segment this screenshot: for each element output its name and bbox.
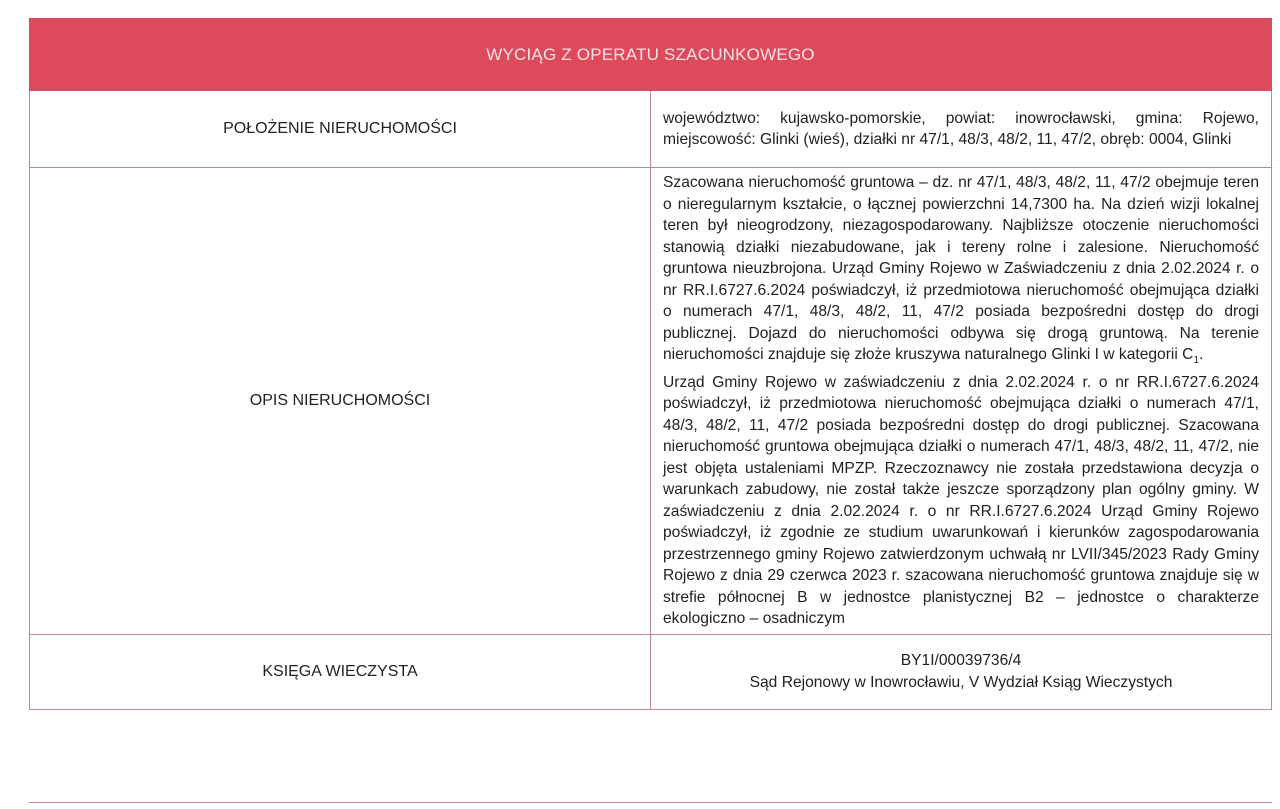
- description-paragraph-1: Szacowana nieruchomość gruntowa – dz. nr 47/1, 48/3, 48/2, 11, 47/2 obejmuje teren o nieregularnym kształcie, o łącznej powierzchni 14,7300 ha. Na dzień wizji lokalnej teren był nieogrodzony, niezagospodarowany. Najbliższe otoczenie nieruchomości stanowią działki niezabudowane, jak i tereny rolne i zalesione. Nieruchomość gruntowa nieuzbrojona. Urząd Gminy Rojewo w Zaświadczeniu z dnia 2.02.2024 r. o nr RR.I.6727.6.2024 poświadczył, iż przedmiotowa nieruchomość obejmująca działki o numerach 47/1, 48/3, 48/2, 11, 47/2 posiada bezpośredni dostęp do drogi publicznej. Dojazd do nieruchomości odbywa się drogą gruntową. Na terenie nieruchomości znajduje się złoże kruszywa naturalnego Glinki I w kategorii $C_1$.: [663, 174, 1259, 367]
- row-label-description: OPIS NIERUCHOMOŚCI: [30, 168, 651, 635]
- row-value-land-register: [651, 634, 1272, 709]
- table-header-row: [30, 19, 1272, 91]
- row-label-land-register: KSIĘGA WIECZYSTA: [30, 634, 651, 709]
- table-row-land-register: [30, 634, 1272, 709]
- land-register-court: Sąd Rejonowy w Inowrocławiu, V Wydział Ksiąg Wieczystych: [749, 673, 1173, 691]
- category-subscript: 1: [1193, 355, 1199, 367]
- row-label-location: POŁOŻENIE NIERUCHOMOŚCI: [30, 91, 651, 168]
- description-paragraph-2: Urząd Gminy Rojewo w zaświadczeniu z dnia 2.02.2024 r. o nr RR.I.6727.6.2024 poświadczył, iż przedmiotowa nieruchomość obejmująca działki o numerach 47/1, 48/3, 48/2, 11, 47/2 posiada bezpośredni dostęp do drogi publicznej. Szacowana nieruchomość gruntowa obejmująca działki o numerach 47/1, 48/3, 48/2, 11, 47/2, nie jest objęta ustaleniami MPZP. Rzeczoznawcy nie została przedstawiona decyzja o warunkach zabudowy, nie został także jeszcze sporządzony plan ogólny gminy. W zaświadczeniu z dnia 2.02.2024 r. o nr RR.I.6727.6.2024 Urząd Gminy Rojewo poświadczył, iż zgodnie ze studium uwarunkowań i kierunków zagospodarowania przestrzennego gminy Rojewo zatwierdzonym uchwałą nr LVII/345/2023 Rady Gminy Rojewo z dnia 29 czerwca 2023 r. szacowana nieruchomość gruntowa znajduje się w strefie północnej B w jednostce planistycznej B2 – jednostce o charakterze ekologiczno – osadniczym: [663, 373, 1259, 628]
- row-value-description: [651, 168, 1272, 635]
- table-row-description: [30, 168, 1272, 635]
- land-register-number: BY1I/00039736/4: [900, 652, 1022, 670]
- row-value-location: województwo: kujawsko-pomorskie, powiat: inowrocławski, gmina: Rojewo, miejscowość: Glinki (wieś), działki nr 47/1, 48/3, 48/2, 11, 47/2, obręb: 0004, Glinki: [651, 91, 1272, 168]
- document-title: WYCIĄG Z OPERATU SZACUNKOWEGO: [30, 19, 1272, 91]
- valuation-extract-table: [29, 18, 1272, 710]
- table-row-location: [30, 91, 1272, 168]
